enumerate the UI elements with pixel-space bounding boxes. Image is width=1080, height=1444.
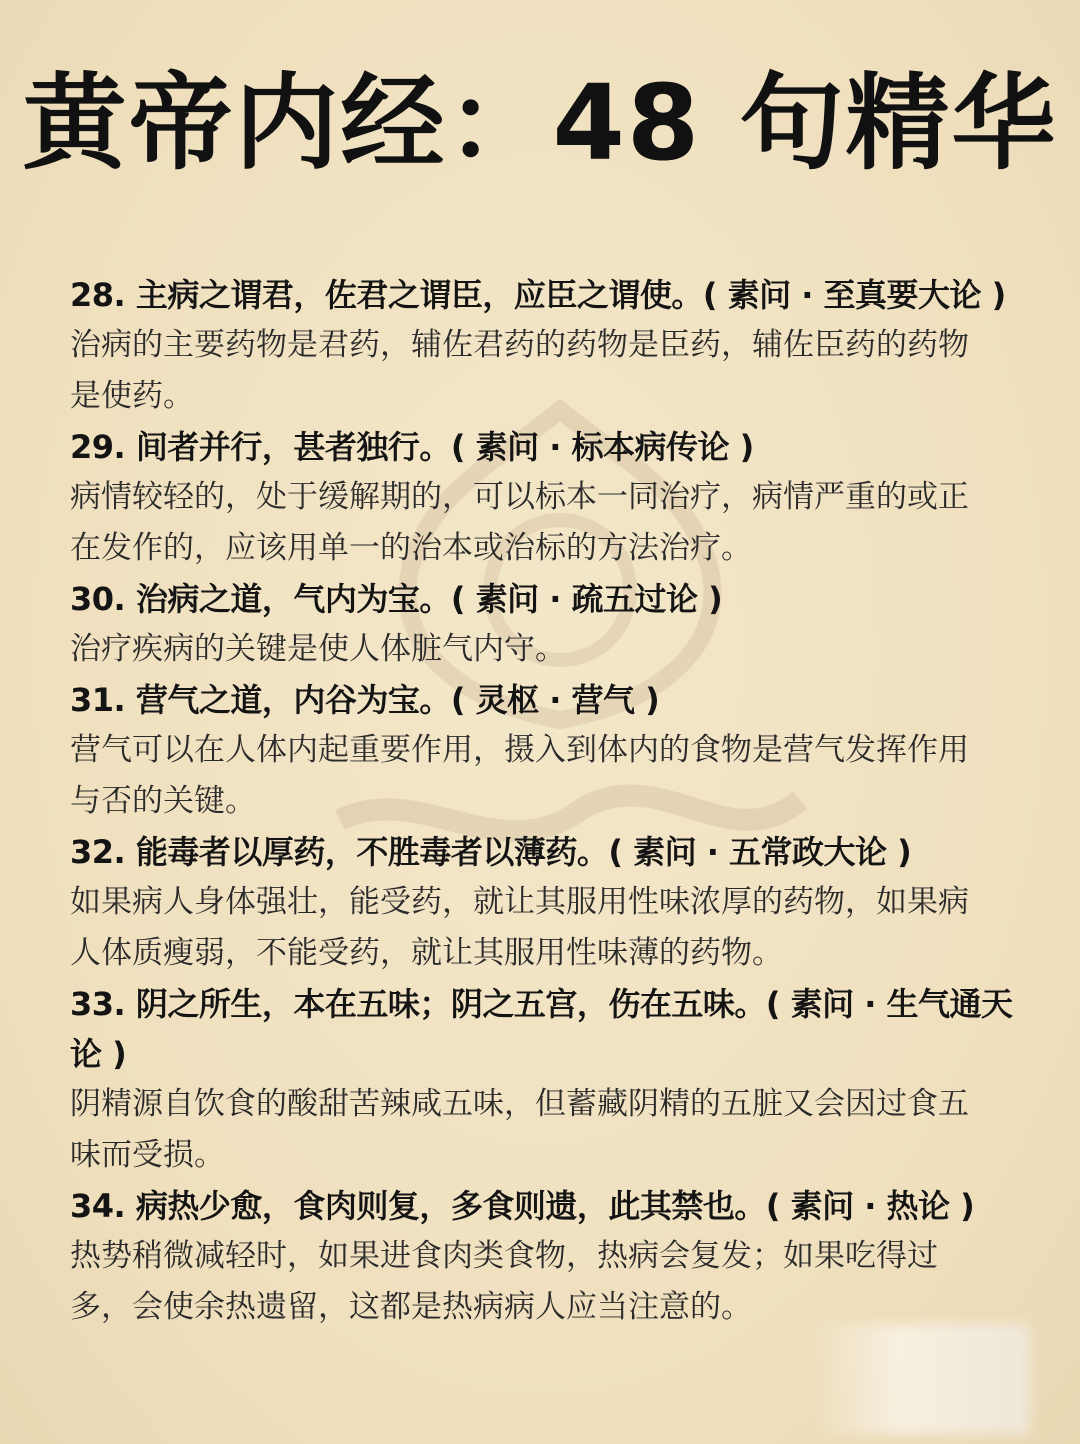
entry-list xyxy=(70,270,1020,1333)
entry-quote: 28. 主病之谓君，佐君之谓臣，应臣之谓使。( 素问 · 至真要大论 ) xyxy=(70,276,1006,314)
entry-quote: 34. 病热少愈，食肉则复，多食则遗，此其禁也。( 素问 · 热论 ) xyxy=(70,1187,975,1225)
list-item xyxy=(70,574,1020,675)
entry-explanation: 治病的主要药物是君药，辅佐君药的药物是臣药，辅佐臣药的药物是使药。 xyxy=(70,327,969,414)
entry-quote: 31. 营气之道，内谷为宝。( 灵枢 · 营气 ) xyxy=(70,681,660,719)
list-item xyxy=(70,422,1020,574)
blurred-corner xyxy=(810,1324,1030,1434)
entry-quote: 32. 能毒者以厚药，不胜毒者以薄药。( 素问 · 五常政大论 ) xyxy=(70,833,912,871)
entry-quote: 29. 间者并行，甚者独行。( 素问 · 标本病传论 ) xyxy=(70,428,754,466)
list-item xyxy=(70,675,1020,827)
list-item xyxy=(70,1181,1020,1333)
list-item xyxy=(70,979,1020,1181)
page-title: 黄帝内经：48 句精华 xyxy=(22,62,1058,184)
entry-explanation: 病情较轻的，处于缓解期的，可以标本一同治疗，病情严重的或正在发作的，应该用单一的治本或治标的方法治疗。 xyxy=(70,479,969,566)
entry-quote: 33. 阴之所生，本在五味；阴之五宫，伤在五味。( 素问 · 生气通天论 ) xyxy=(70,985,1013,1073)
entry-quote: 30. 治病之道，气内为宝。( 素问 · 疏五过论 ) xyxy=(70,580,723,618)
entry-explanation: 热势稍微减轻时，如果进食肉类食物，热病会复发；如果吃得过多，会使余热遗留，这都是热病病人应当注意的。 xyxy=(70,1238,938,1325)
entry-explanation: 阴精源自饮食的酸甜苦辣咸五味，但蓄藏阴精的五脏又会因过食五味而受损。 xyxy=(70,1086,969,1173)
entry-explanation: 如果病人身体强壮，能受药，就让其服用性味浓厚的药物，如果病人体质瘦弱，不能受药，就让其服用性味薄的药物。 xyxy=(70,884,969,971)
list-item xyxy=(70,827,1020,979)
list-item xyxy=(70,270,1020,422)
entry-explanation: 营气可以在人体内起重要作用，摄入到体内的食物是营气发挥作用与否的关键。 xyxy=(70,732,969,819)
entry-explanation: 治疗疾病的关键是使人体脏气内守。 xyxy=(70,631,566,667)
